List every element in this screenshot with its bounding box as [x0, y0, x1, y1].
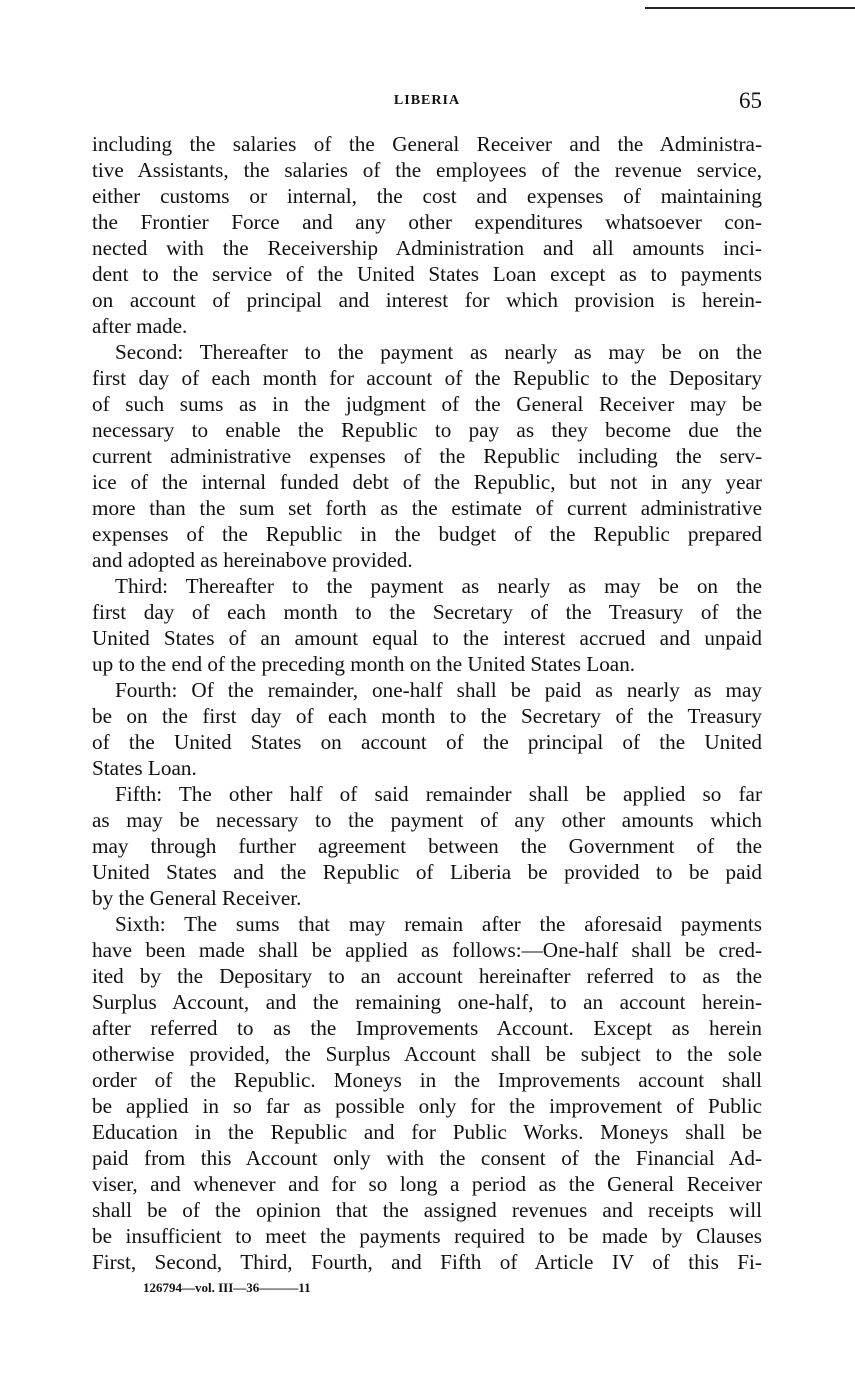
text-line: including the salaries of the General Receiver and the Administra-: [92, 132, 762, 156]
text-line: after made.: [92, 314, 188, 338]
text-line: by the General Receiver.: [92, 886, 302, 910]
text-line: expenses of the Republic in the budget of the Republic prepared: [92, 522, 762, 546]
text-line: otherwise provided, the Surplus Account shall be subject to the sole: [92, 1042, 762, 1066]
top-rule: [645, 7, 855, 9]
paragraph-start-third: Third: Thereafter to the payment as nearly as may be on the: [115, 574, 762, 598]
body-text: [92, 131, 762, 1275]
text-line: ited by the Depositary to an account hereinafter referred to as the: [92, 964, 762, 988]
printer-signature: 126794—vol. III—36———11: [143, 1280, 311, 1295]
text-line: tive Assistants, the salaries of the employees of the revenue service,: [92, 158, 762, 182]
text-line: United States and the Republic of Liberia be provided to be paid: [92, 860, 762, 884]
text-line: shall be of the opinion that the assigned revenues and receipts will: [92, 1198, 762, 1222]
text-line: either customs or internal, the cost and expenses of maintaining: [92, 184, 762, 208]
text-line: current administrative expenses of the Republic including the serv-: [92, 444, 762, 468]
text-line: necessary to enable the Republic to pay as they become due the: [92, 418, 762, 442]
page-number: 65: [739, 88, 762, 113]
text-line: may through further agreement between the Government of the: [92, 834, 762, 858]
text-line: the Frontier Force and any other expenditures whatsoever con-: [92, 210, 762, 234]
text-line: dent to the service of the United States Loan except as to payments: [92, 262, 762, 286]
text-line: States Loan.: [92, 756, 197, 780]
paragraph-start-fifth: Fifth: The other half of said remainder shall be applied so far: [115, 782, 762, 806]
text-line: first day of each month to the Secretary of the Treasury of the: [92, 600, 762, 624]
text-line: first day of each month for account of the Republic to the Depositary: [92, 366, 762, 390]
text-line: United States of an amount equal to the interest accrued and unpaid: [92, 626, 762, 650]
text-line: and adopted as hereinabove provided.: [92, 548, 413, 572]
text-line: on account of principal and interest for which provision is herein-: [92, 288, 762, 312]
text-line: paid from this Account only with the consent of the Financial Ad-: [92, 1146, 762, 1170]
text-line: First, Second, Third, Fourth, and Fifth of Article IV of this Fi-: [92, 1250, 762, 1274]
text-line: ice of the internal funded debt of the Republic, but not in any year: [92, 470, 762, 494]
text-line: as may be necessary to the payment of any other amounts which: [92, 808, 762, 832]
paragraph-start-fourth: Fourth: Of the remainder, one-half shall be paid as nearly as may: [115, 678, 762, 702]
paragraph-start-sixth: Sixth: The sums that may remain after the aforesaid payments: [115, 912, 762, 936]
running-title: LIBERIA: [393, 93, 461, 108]
text-line: more than the sum set forth as the estimate of current administrative: [92, 496, 762, 520]
text-line: have been made shall be applied as follows:—One-half shall be cred-: [92, 938, 762, 962]
text-line: be applied in so far as possible only for the improvement of Public: [92, 1094, 762, 1118]
text-line: Surplus Account, and the remaining one-half, to an account herein-: [92, 990, 762, 1014]
text-line: nected with the Receivership Administration and all amounts inci-: [92, 236, 762, 260]
text-line: of the United States on account of the principal of the United: [92, 730, 762, 754]
text-line: Education in the Republic and for Public Works. Moneys shall be: [92, 1120, 762, 1144]
text-line: of such sums as in the judgment of the General Receiver may be: [92, 392, 762, 416]
text-line: be on the first day of each month to the Secretary of the Treasury: [92, 704, 762, 728]
text-line: up to the end of the preceding month on the United States Loan.: [92, 652, 636, 676]
running-head: [92, 88, 762, 116]
paragraph-start-second: Second: Thereafter to the payment as nearly as may be on the: [115, 340, 762, 364]
text-line: be insufficient to meet the payments required to be made by Clauses: [92, 1224, 762, 1248]
text-line: viser, and whenever and for so long a period as the General Receiver: [92, 1172, 762, 1196]
text-line: after referred to as the Improvements Account. Except as herein: [92, 1016, 762, 1040]
text-line: order of the Republic. Moneys in the Improvements account shall: [92, 1068, 762, 1092]
